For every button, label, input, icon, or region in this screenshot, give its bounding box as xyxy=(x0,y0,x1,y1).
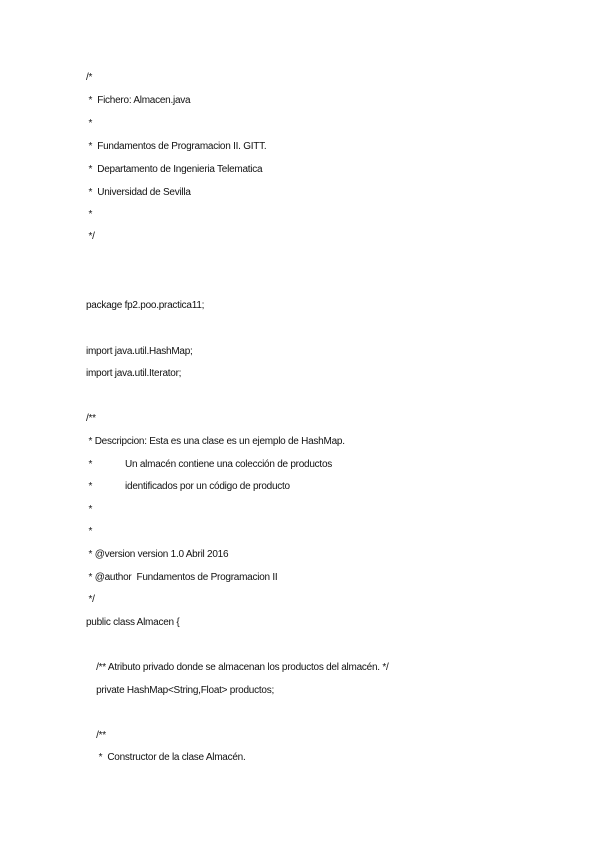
code-line: */ xyxy=(86,231,95,242)
code-line: */ xyxy=(86,594,95,605)
code-line: * Fichero: Almacen.java xyxy=(86,95,191,106)
code-line: * xyxy=(86,526,93,537)
code-line: * xyxy=(86,118,93,129)
code-line: import java.util.Iterator; xyxy=(86,368,182,379)
code-line: * xyxy=(86,504,93,515)
code-line: /* xyxy=(86,72,93,83)
code-line: * Departamento de Ingenieria Telematica xyxy=(86,164,263,175)
code-line: /** Atributo privado donde se almacenan los productos del almacén. */ xyxy=(86,662,389,673)
code-line: public class Almacen { xyxy=(86,617,180,628)
code-line: /** xyxy=(86,413,96,424)
code-line: * identificados por un código de producto xyxy=(86,481,290,492)
code-line: * @author Fundamentos de Programacion II xyxy=(86,572,278,583)
code-line: * Universidad de Sevilla xyxy=(86,187,191,198)
code-line: * Constructor de la clase Almacén. xyxy=(86,752,246,763)
code-line: * xyxy=(86,209,93,220)
code-line: package fp2.poo.practica11; xyxy=(86,300,205,311)
code-line: import java.util.HashMap; xyxy=(86,346,193,357)
code-line: * Un almacén contiene una colección de productos xyxy=(86,459,333,470)
code-line: /** xyxy=(86,730,106,741)
code-line: private HashMap<String,Float> productos; xyxy=(86,685,274,696)
code-line: * Fundamentos de Programacion II. GITT. xyxy=(86,141,267,152)
code-line: * @version version 1.0 Abril 2016 xyxy=(86,549,229,560)
code-line: * Descripcion: Esta es una clase es un ejemplo de HashMap. xyxy=(86,436,345,447)
